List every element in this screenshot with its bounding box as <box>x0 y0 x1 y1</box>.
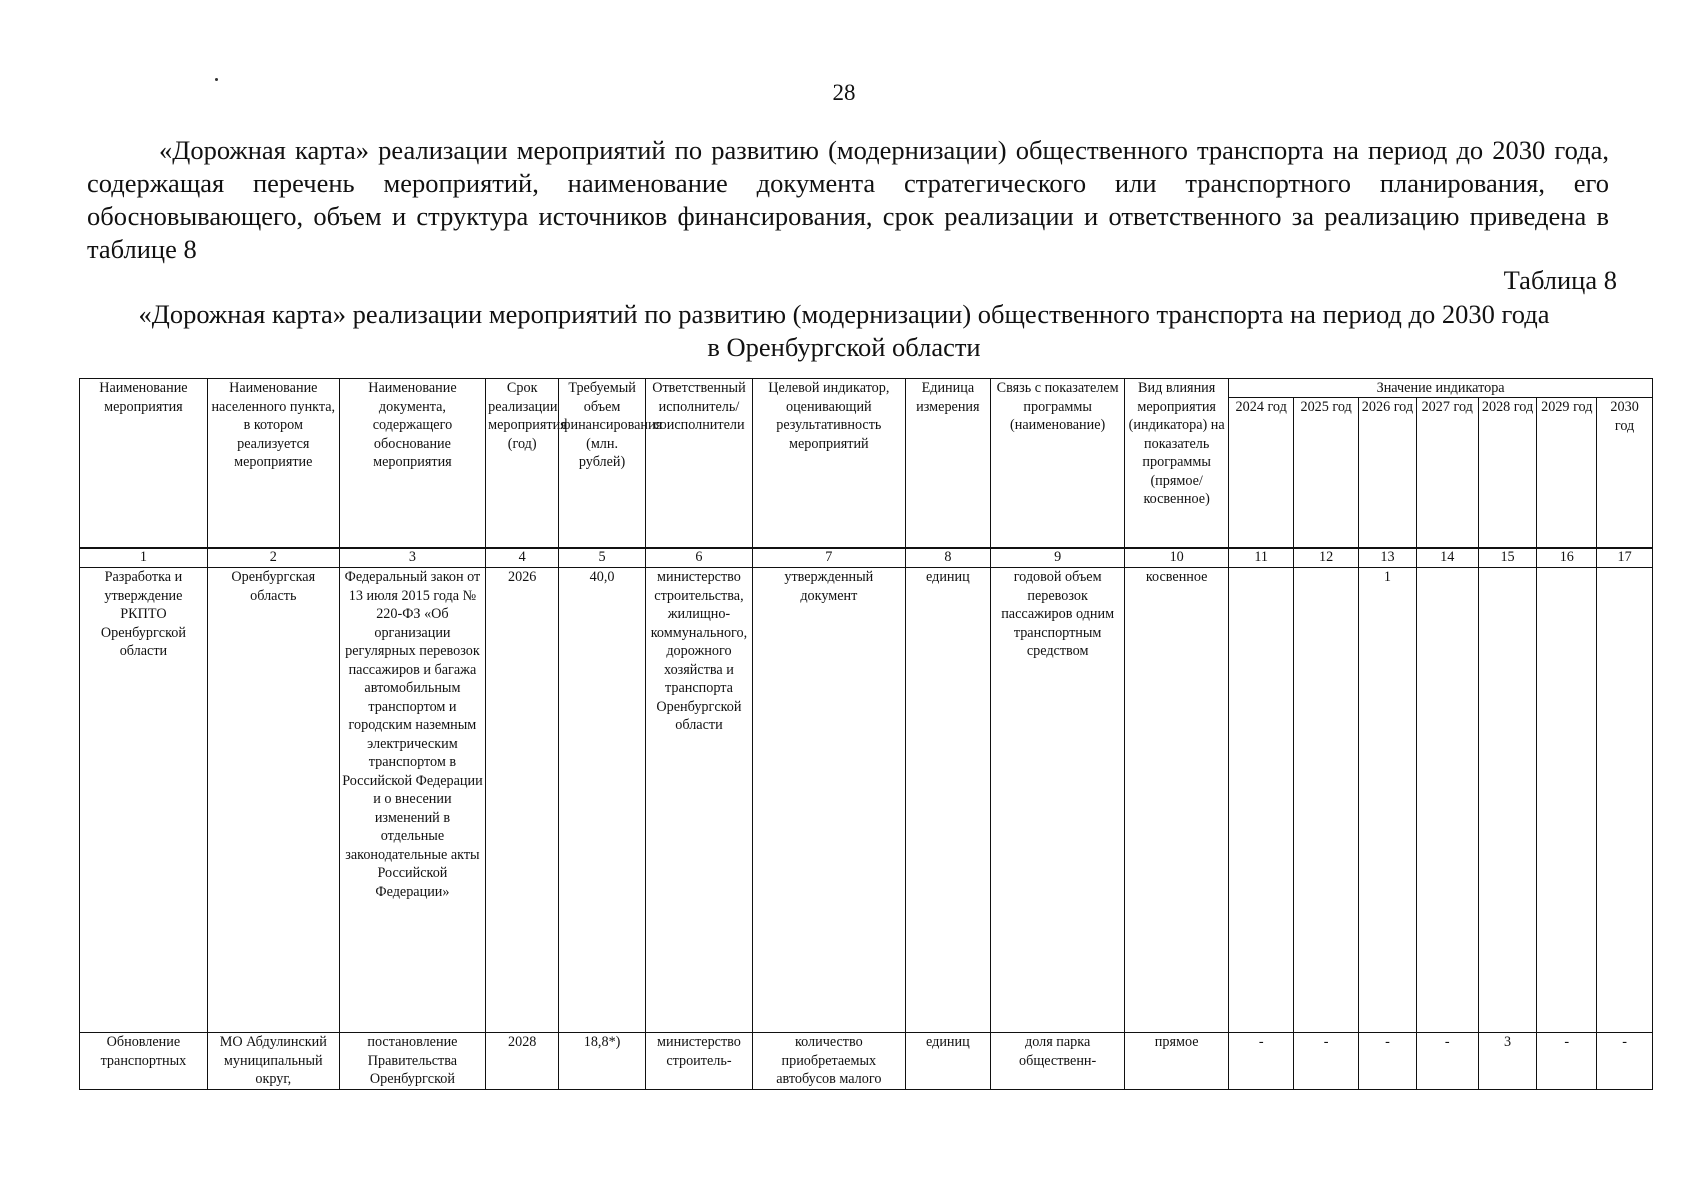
cell-term: 2026 <box>486 568 559 1033</box>
column-number: 8 <box>905 548 991 568</box>
column-number: 14 <box>1416 548 1478 568</box>
header-influence: Вид влияния мероприятия (индикатора) на показатель программы (прямое/ косвенное) <box>1125 379 1229 549</box>
column-number: 7 <box>753 548 906 568</box>
cell-value-2026: 1 <box>1359 568 1417 1033</box>
cell-value-2026: - <box>1359 1033 1417 1090</box>
page-number: 28 <box>832 80 856 105</box>
roadmap-table <box>79 378 1653 1090</box>
column-number: 10 <box>1125 548 1229 568</box>
column-number: 17 <box>1597 548 1653 568</box>
cell-value-2024 <box>1229 568 1294 1033</box>
cell-responsible: министерство строительства, жилищно-коммунального, дорожного хозяйства и транспорта Оренбургской области <box>645 568 752 1033</box>
table-title-line-2: в Оренбургской области <box>707 332 981 362</box>
cell-value-2025: - <box>1294 1033 1359 1090</box>
cell-indicator: утвержденный документ <box>753 568 906 1033</box>
cell-document: Федеральный закон от 13 июля 2015 года № 220-ФЗ «Об организации регулярных перевозок пассажиров и багажа автомобильным транспортом и городским наземным электрическим транспортом в Российской Федерации и о внесении изменений в отдельные законодательные акты Российской Федерации» <box>339 568 485 1033</box>
header-row <box>80 379 1653 398</box>
header-responsible: Ответственный исполнитель/соисполнители <box>645 379 752 549</box>
table-label: Таблица 8 <box>1503 265 1617 295</box>
intro-paragraph: «Дорожная карта» реализации мероприятий по развитию (модернизации) общественного транспорта на период до 2030 года, содержащая перечень мероприятий, наименование документа стратегического или транспортного планирования, его обосновывающего, объем и структура источников финансирования, срок реализации и ответственного за реализацию приведена в таблице 8 <box>87 135 1609 264</box>
header-unit: Единица измерения <box>905 379 991 549</box>
column-number-row <box>80 548 1653 568</box>
header-year: 2025 год <box>1294 398 1359 549</box>
cell-influence: прямое <box>1125 1033 1229 1090</box>
header-term: Срок реализации мероприятия (год) <box>486 379 559 549</box>
table-title-line-1: «Дорожная карта» реализации мероприятий по развитию (модернизации) общественного транспорта на период до 2030 года <box>138 299 1550 329</box>
header-settlement: Наименование населенного пункта, в котором реализуется мероприятие <box>207 379 339 549</box>
column-number: 9 <box>991 548 1125 568</box>
cell-funding: 40,0 <box>559 568 646 1033</box>
column-number: 12 <box>1294 548 1359 568</box>
table-row <box>80 1033 1653 1090</box>
column-number: 13 <box>1359 548 1417 568</box>
cell-link: годовой объем перевозок пассажиров одним транспортным средством <box>991 568 1125 1033</box>
header-year: 2028 год <box>1478 398 1537 549</box>
header-link: Связь с показателем программы (наименование) <box>991 379 1125 549</box>
header-measure: Наименование мероприятия <box>80 379 208 549</box>
header-document: Наименование документа, содержащего обоснование мероприятия <box>339 379 485 549</box>
cell-term: 2028 <box>486 1033 559 1090</box>
header-funding: Требуемый объем финансирования (млн. рублей) <box>559 379 646 549</box>
table-title <box>60 298 1628 364</box>
header-indicator: Целевой индикатор, оценивающий результативность мероприятий <box>753 379 906 549</box>
cell-value-2027 <box>1416 568 1478 1033</box>
cell-settlement: Оренбургская область <box>207 568 339 1033</box>
column-number: 6 <box>645 548 752 568</box>
cell-settlement: МО Абдулинский муниципальный округ, <box>207 1033 339 1090</box>
cell-value-2028: 3 <box>1478 1033 1537 1090</box>
column-number: 2 <box>207 548 339 568</box>
cell-link: доля парка общественн- <box>991 1033 1125 1090</box>
cell-value-2029 <box>1537 568 1597 1033</box>
cell-value-2025 <box>1294 568 1359 1033</box>
header-indicator-values: Значение индикатора <box>1229 379 1653 398</box>
column-number: 1 <box>80 548 208 568</box>
cell-value-2029: - <box>1537 1033 1597 1090</box>
header-year: 2030 год <box>1597 398 1653 549</box>
column-number: 3 <box>339 548 485 568</box>
header-year: 2029 год <box>1537 398 1597 549</box>
column-number: 4 <box>486 548 559 568</box>
cell-value-2027: - <box>1416 1033 1478 1090</box>
column-number: 11 <box>1229 548 1294 568</box>
cell-measure: Обновление транспортных <box>80 1033 208 1090</box>
cell-value-2030: - <box>1597 1033 1653 1090</box>
cell-funding: 18,8*) <box>559 1033 646 1090</box>
cell-measure: Разработка и утверждение РКПТО Оренбургской области <box>80 568 208 1033</box>
cell-indicator: количество приобретаемых автобусов малого <box>753 1033 906 1090</box>
cell-value-2024: - <box>1229 1033 1294 1090</box>
cell-document: постановление Правительства Оренбургской <box>339 1033 485 1090</box>
header-year: 2026 год <box>1359 398 1417 549</box>
cell-responsible: министерство строитель- <box>645 1033 752 1090</box>
cell-influence: косвенное <box>1125 568 1229 1033</box>
header-year: 2024 год <box>1229 398 1294 549</box>
column-number: 15 <box>1478 548 1537 568</box>
column-number: 16 <box>1537 548 1597 568</box>
column-number: 5 <box>559 548 646 568</box>
cell-value-2030 <box>1597 568 1653 1033</box>
cell-unit: единиц <box>905 1033 991 1090</box>
cell-value-2028 <box>1478 568 1537 1033</box>
table-row <box>80 568 1653 1033</box>
header-year: 2027 год <box>1416 398 1478 549</box>
cell-unit: единиц <box>905 568 991 1033</box>
